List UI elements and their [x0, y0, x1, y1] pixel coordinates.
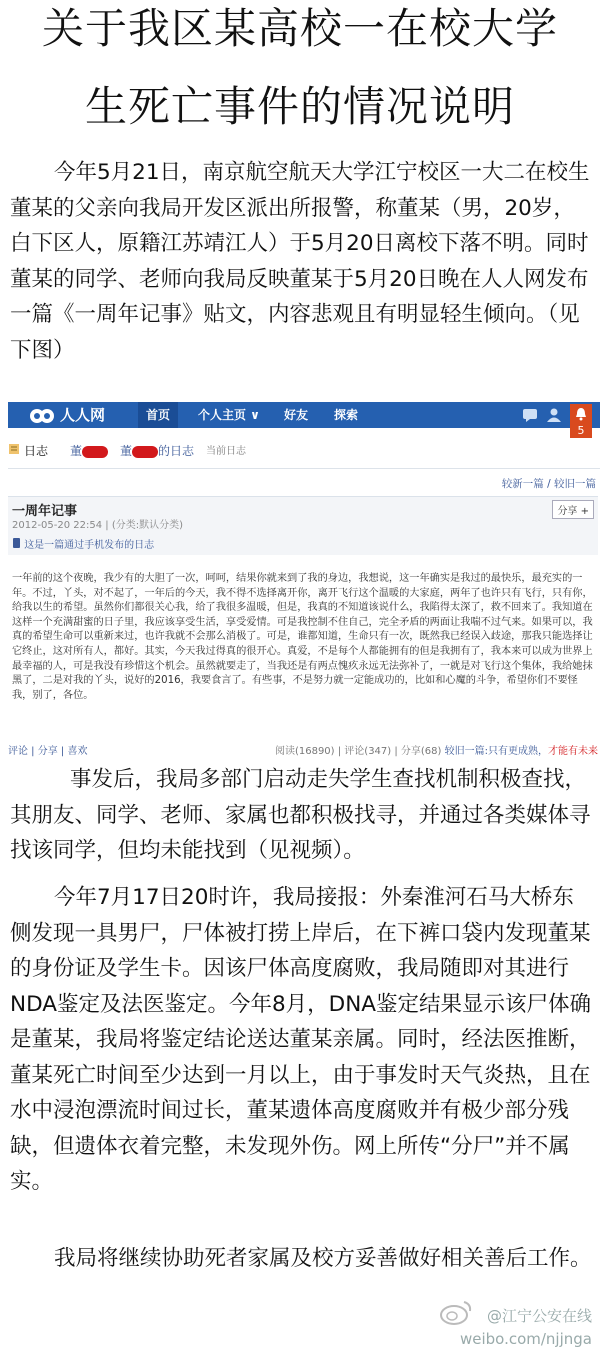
- notification-count: 5: [577, 424, 585, 437]
- renren-screenshot: [8, 402, 600, 762]
- friend-request-icon[interactable]: [546, 407, 562, 423]
- post-mobile-text: 这是一篇通过手机发布的日志: [24, 540, 155, 551]
- redaction-mark: [82, 446, 108, 458]
- post-mobile-note[interactable]: [12, 536, 154, 551]
- crumb-user-name: 董: [70, 444, 83, 458]
- redaction-mark-2: [132, 446, 158, 458]
- renren-logo[interactable]: [28, 404, 105, 426]
- breadcrumb: [8, 428, 600, 469]
- crumb-section[interactable]: 日志: [24, 444, 49, 458]
- post-title: 一周年记事: [12, 504, 78, 519]
- renren-logo-icon: [28, 407, 56, 425]
- journal-icon: [8, 443, 20, 455]
- older-post-link[interactable]: 较旧一篇:只有更成熟，: [444, 746, 548, 757]
- nav-explore[interactable]: 探索: [334, 408, 359, 422]
- footer-actions[interactable]: 评论 | 分享 | 喜欢: [8, 746, 88, 757]
- paragraph-followup: 我局将继续协助死者家属及校方妥善做好相关善后工作。: [54, 1246, 592, 1271]
- footer-stats: [275, 742, 598, 757]
- watermark-url: weibo.com/njjnga: [459, 1330, 592, 1348]
- nav-home[interactable]: 首页: [138, 402, 178, 428]
- crumb-current: 当前日志: [206, 446, 246, 457]
- post-body: 一年前的这个夜晚，我少有的大胆了一次，呵呵，结果你就来到了我的身边，我想说，这一年确实是我过的最快乐，最充实的一年。不过，丫头，对不起了，一年后的今天，我不得不选择离开你，离开飞行这个温暖的大家庭，两年了也许只有飞行，只有你，给我以生的希望。虽然你们都很关心我，给了我很多温暖，但是，我真的不知道该说什么，我陷得太深了，救不回来了。我知道在这样一个充满甜蜜的日子里，我应该享受生活，享受爱情。可是我控制不住自己，完全矛盾的两面让我喘不过气来。如果可以，我真的希望生命可以重新来过，也许我就不会那么消极了。可是，谁都知道，生命只有一次，既然我已经误入歧途，那我只能选择让它终止，这对所有人，都好。其实，今天我过得真的很开心。真爱，不是每个人都能拥有的但是我拥有了，我本来可以成为世界上最幸福的人，可是我没有珍惜这个机会。虽然就要走了，当我还是有两点愧疚永远无法弥补了，一就是对飞行这个集体，我给她抹黑了，二是对我的丫头，说好的2016，我要食言了。有些事，不是努力就一定能成功的，比如和心魔的斗争，希望你们不要怪我，别了，各位。: [12, 573, 593, 701]
- mobile-icon: [12, 538, 21, 548]
- paragraph-search: 事发后，我局多部门启动走失学生查找机制积极查找，其朋友、同学、老师、家属也都积极找寻，并通过各类媒体寻找该同学，但均未能找到（见视频）。: [10, 767, 591, 863]
- footer-stats-text: 阅读(16890) | 评论(347) | 分享(68): [274, 746, 442, 757]
- document-title-line1: 关于我区某高校一在校大学: [41, 4, 558, 53]
- bell-icon: [574, 407, 588, 421]
- crumb-user-journal-suffix: 的日志: [158, 444, 195, 458]
- nav-profile[interactable]: 个人主页 ∨: [198, 408, 260, 422]
- nav-friends[interactable]: 好友: [284, 408, 309, 422]
- crumb-user-journal[interactable]: [120, 442, 194, 459]
- crumb-user-journal-name: 董: [120, 444, 133, 458]
- watermark-handle: @江宁公安在线: [486, 1307, 592, 1325]
- renren-navbar: [8, 402, 600, 437]
- renren-logo-text: 人人网: [60, 406, 106, 424]
- pager-links[interactable]: 较新一篇 / 较旧一篇: [501, 478, 596, 490]
- paragraph-findings: 今年7月17日20时许，我局接报：外秦淮河石马大桥东侧发现一具男尸，尸体被打捞上岸后，在下裤口袋内发现董某的身份证及学生卡。因该尸体高度腐败，我局随即对其进行NDA鉴定及法医鉴定。今年8月，DNA鉴定结果显示该尸体确是董某，我局将鉴定结论送达董某亲属。同时，经法医推断，董某死亡时间至少达到一月以上，由于事发时天气炎热，且在水中浸泡漂流时间过长，董某遗体高度腐败并有极少部分残缺，但遗体衣着完整，未发现外伤。网上所传“分尸”并不属实。: [10, 885, 591, 1194]
- weibo-logo-icon: [438, 1298, 474, 1326]
- paragraph-report: 今年5月21日，南京航空航天大学江宁校区一大二在校生董某的父亲向我局开发区派出所报警，称董某（男，20岁，白下区人，原籍江苏靖江人）于5月20日离校下落不明。同时董某的同学、老师向我局反映董某于5月20日晚在人人网发布一篇《一周年记事》贴文，内容悲观且有明显轻生倾向。（见下图）: [10, 160, 590, 363]
- post-meta: 2012-05-20 22:54 | (分类:默认分类): [12, 520, 184, 531]
- document-title-line2: 生死亡事件的情况说明: [84, 82, 515, 131]
- crumb-user[interactable]: [70, 442, 108, 459]
- older-post-link-red[interactable]: 才能有未来: [548, 746, 598, 757]
- share-button[interactable]: 分享 +: [552, 500, 594, 519]
- message-icon[interactable]: [522, 407, 538, 423]
